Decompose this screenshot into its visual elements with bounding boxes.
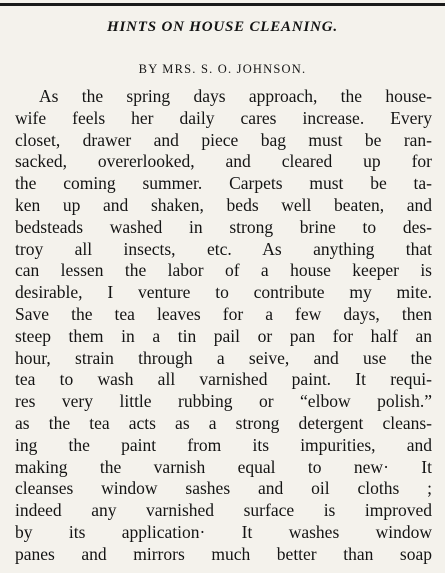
text-line: As the spring days approach, the house- <box>39 86 432 106</box>
text-line: the coming summer. Carpets must be ta- <box>15 173 432 194</box>
text-line: wife feels her daily cares increase. Every <box>15 107 432 128</box>
article-title: HINTS ON HOUSE CLEANING. <box>107 19 338 35</box>
text-line: ing the paint from its impurities, and <box>15 434 432 455</box>
text-line: sacked, overerlooked, and cleared up for <box>15 151 432 172</box>
text-line: hour, strain through a seive, and use the <box>15 347 432 368</box>
text-line: desirable, I venture to contribute my mite. <box>15 282 432 303</box>
text-line: making the varnish equal to new· It <box>15 456 432 477</box>
text-line: res very little rubbing or “elbow polish.” <box>15 391 432 412</box>
text-line: tea to wash all varnished paint. It requi- <box>15 369 432 390</box>
text-line: indeed any varnished surface is improved <box>15 500 432 521</box>
article-body <box>15 86 432 566</box>
article-byline: BY MRS. S. O. JOHNSON. <box>138 62 307 76</box>
text-line: closet, drawer and piece bag must be ran- <box>15 129 432 150</box>
column-top-rule <box>0 3 445 6</box>
text-line: cleanses window sashes and oil cloths ; <box>15 478 432 499</box>
text-line: panes and mirrors much better than soap <box>15 543 432 564</box>
text-line: as the tea acts as a strong detergent cleans- <box>15 412 432 433</box>
text-line: steep them in a tin pail or pan for half an <box>15 325 432 346</box>
text-line: Save the tea leaves for a few days, then <box>15 303 432 324</box>
text-line: by its application· It washes window <box>15 521 432 542</box>
text-line: can lessen the labor of a house keeper is <box>15 260 432 281</box>
text-line: ken up and shaken, beds well beaten, and <box>15 194 432 215</box>
text-line: bedsteads washed in strong brine to des- <box>15 216 432 237</box>
text-line: troy all insects, etc. As anything that <box>15 238 432 259</box>
